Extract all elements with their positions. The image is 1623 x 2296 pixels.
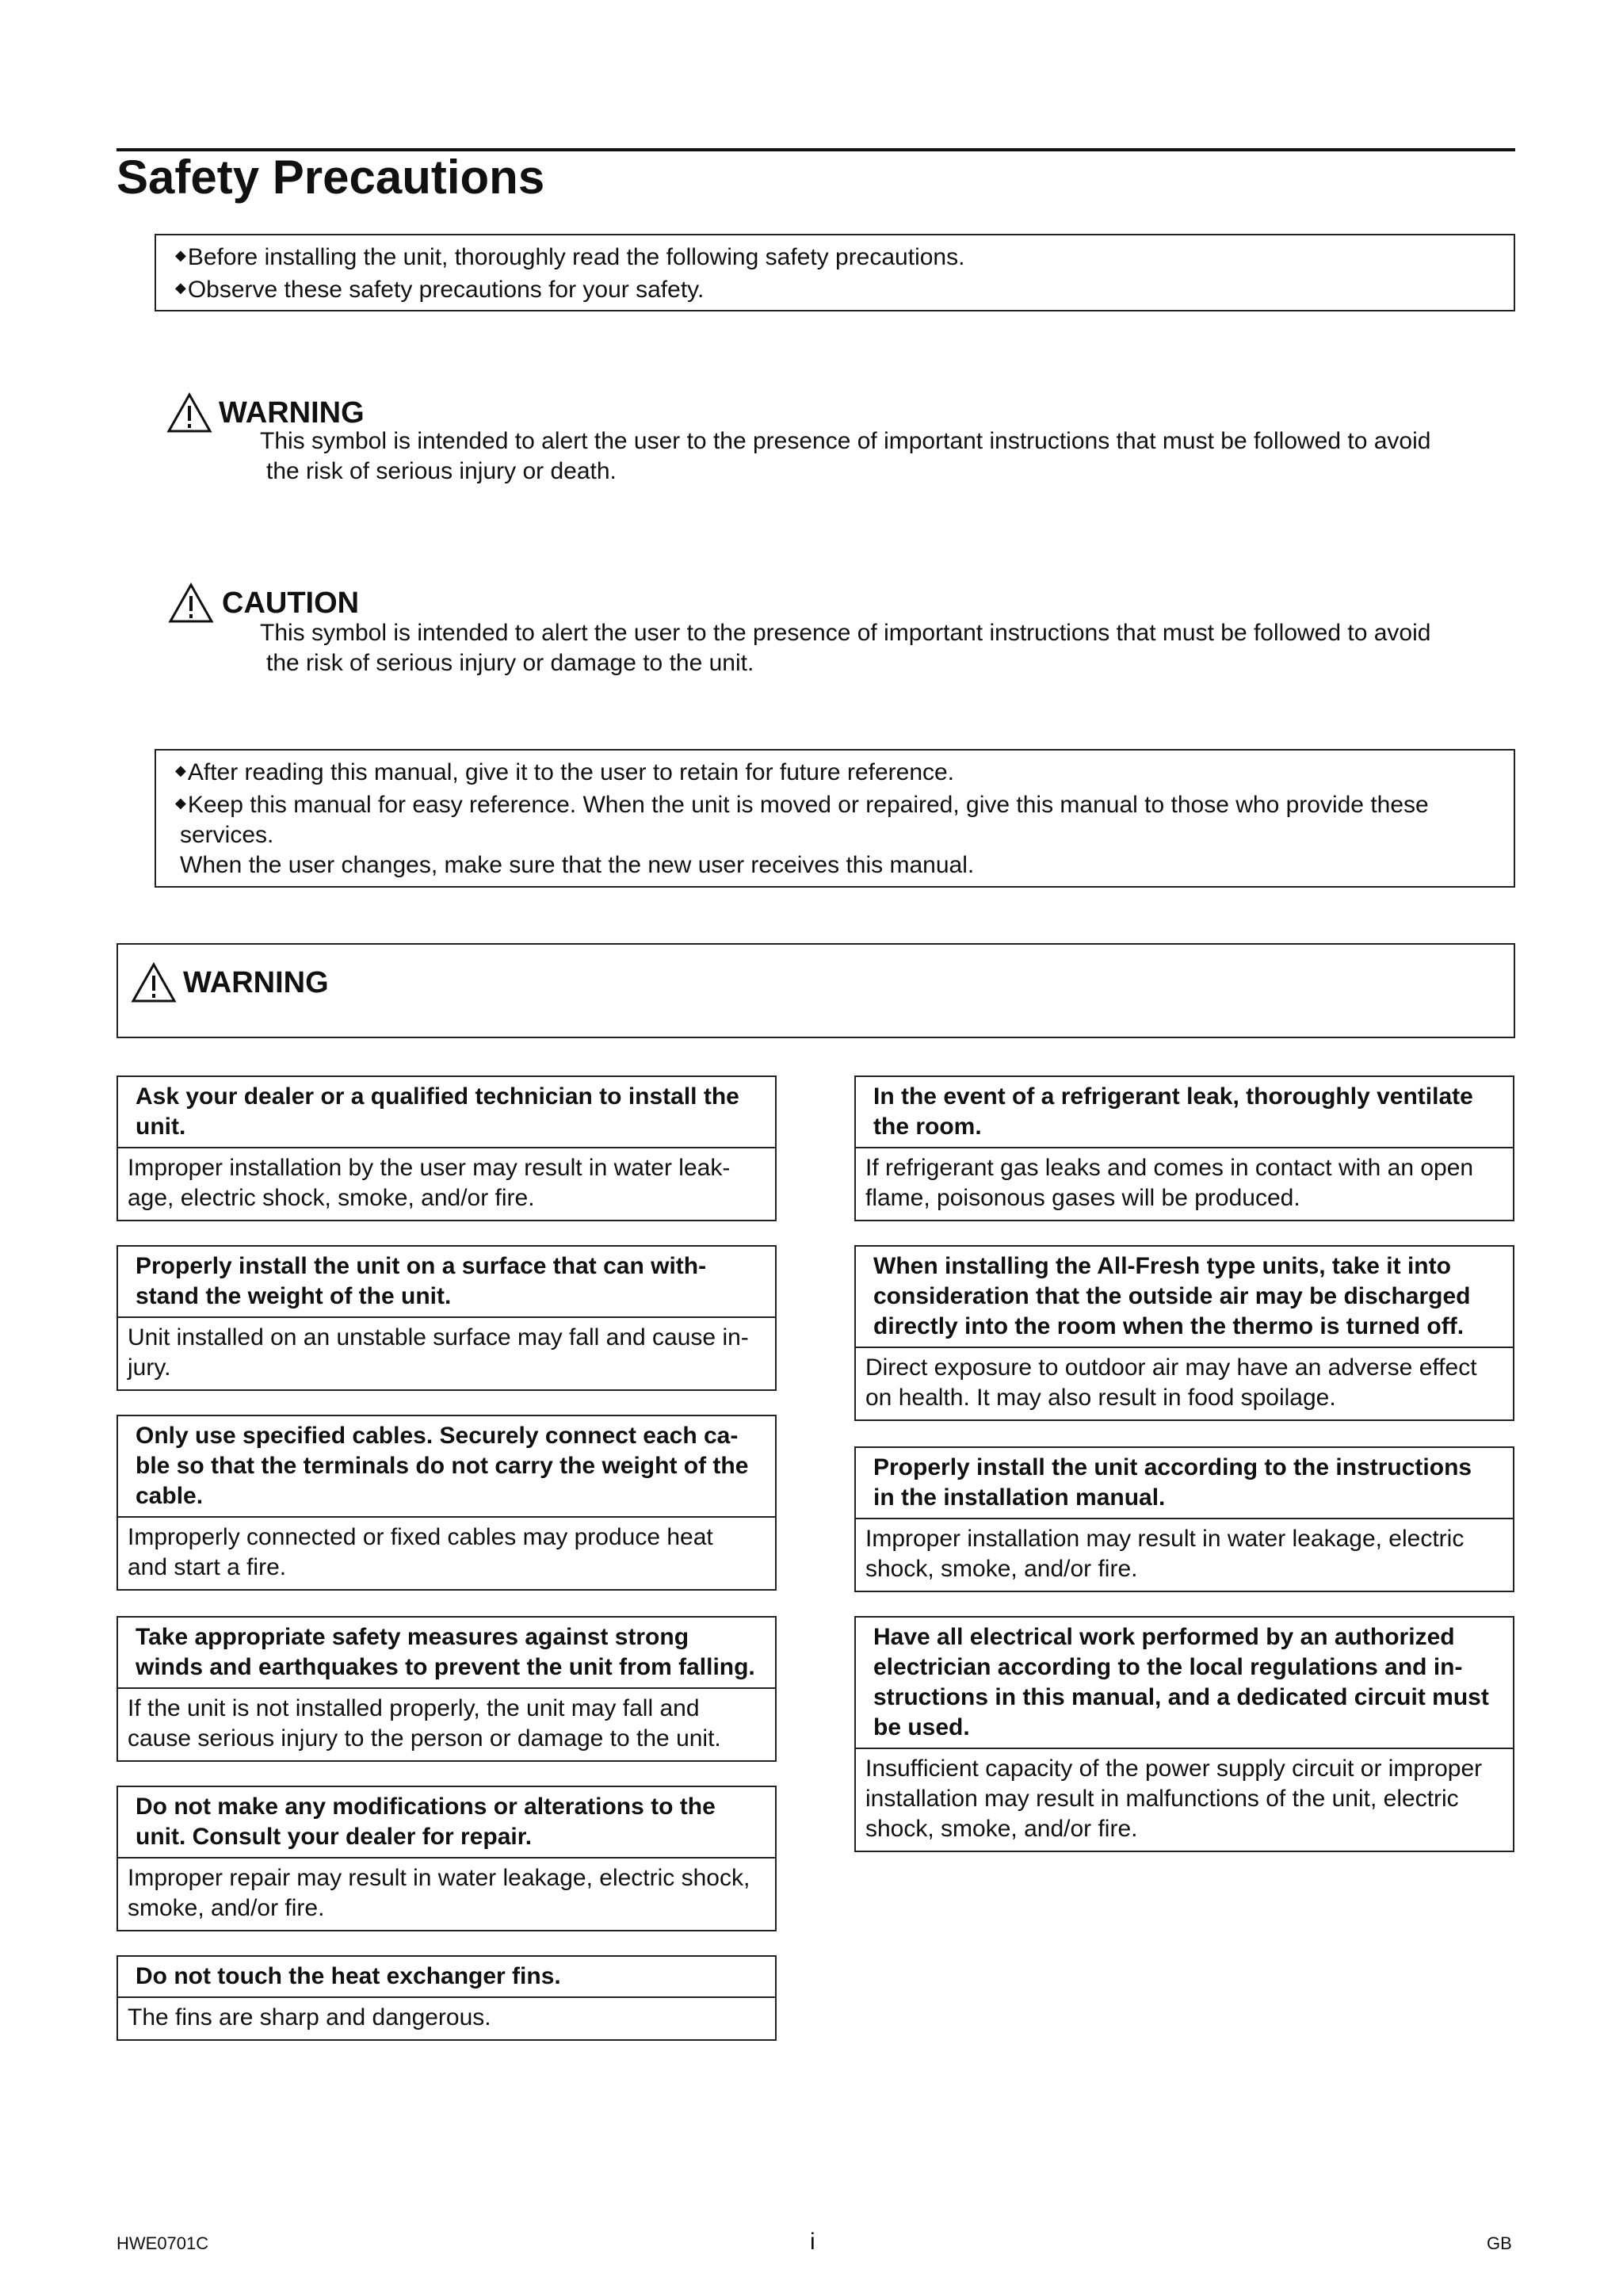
item-heading: Properly install the unit on a surface that can with- stand the weight of the unit. — [118, 1247, 775, 1318]
warning-item — [116, 1616, 777, 1762]
item-body: Direct exposure to outdoor air may have an adverse effect on health. It may also result in food spoilage. — [865, 1354, 1477, 1411]
warning-item — [116, 1786, 777, 1931]
item-heading: Have all electrical work performed by an authorized electrician according to the local regulations and in- structions in this manual, and a dedicated circuit must be used. — [856, 1618, 1513, 1749]
item-body: If refrigerant gas leaks and comes in contact with an open flame, poisonous gases will be produced. — [865, 1155, 1474, 1211]
warning-item — [116, 1955, 777, 2041]
warning-item — [116, 1415, 777, 1591]
warning-item — [854, 1446, 1514, 1592]
item-heading: Take appropriate safety measures against strong winds and earthquakes to prevent the unit from falling. — [118, 1618, 775, 1689]
caution-triangle-icon — [166, 583, 216, 624]
reference-box: ◆After reading this manual, give it to the user to retain for future reference. ◆Keep this manual for easy reference. When the unit is moved or repaired, give this manual to those who provide these services. When the user changes, make sure that the new user receives this manual. — [155, 749, 1515, 888]
item-heading: Properly install the unit according to the instructions in the installation manual. — [856, 1448, 1513, 1519]
warning-box-label: WARNING — [183, 966, 329, 999]
item-body: Insufficient capacity of the power supply circuit or improper installation may result in malfunctions of the unit, electric shock, smoke, and/or fire. — [865, 1755, 1483, 1842]
item-body: Improper repair may result in water leakage, electric shock, smoke, and/or fire. — [128, 1865, 750, 1921]
warning-label: WARNING — [219, 396, 365, 430]
warning-symbol-description: This symbol is intended to alert the user to the presence of important instructions that must be followed to avoid the risk of serious injury or death. — [260, 428, 1431, 484]
intro-line: ◆Observe these safety precautions for your safety. — [175, 277, 705, 303]
item-body: Improperly connected or fixed cables may produce heat and start a fire. — [128, 1524, 713, 1580]
item-body: The fins are sharp and dangerous. — [128, 2004, 491, 2030]
item-heading: In the event of a refrigerant leak, thoroughly ventilate the room. — [856, 1077, 1513, 1148]
item-heading: Do not touch the heat exchanger fins. — [118, 1957, 775, 1998]
item-body: Improper installation may result in water leakage, electric shock, smoke, and/or fire. — [865, 1526, 1465, 1582]
diamond-bullet-icon: ◆ — [175, 280, 186, 296]
warning-item — [854, 1245, 1514, 1421]
caution-symbol-description: This symbol is intended to alert the user to the presence of important instructions that must be followed to avoid the risk of serious injury or damage to the unit. — [260, 620, 1431, 676]
intro-box — [155, 234, 1515, 311]
item-heading: Ask your dealer or a qualified technician to install the unit. — [118, 1077, 775, 1148]
item-heading: Only use specified cables. Securely connect each ca- ble so that the terminals do not carry the weight of the cable. — [118, 1416, 775, 1518]
document-code: HWE0701C — [116, 2233, 209, 2253]
page-number: i — [810, 2229, 815, 2255]
item-heading: When installing the All-Fresh type units, take it into consideration that the outside air may be discharged directly into the room when the thermo is turned off. — [856, 1247, 1513, 1348]
item-heading: Do not make any modifications or alterations to the unit. Consult your dealer for repair. — [118, 1787, 775, 1859]
warning-item — [116, 1245, 777, 1391]
language-code: GB — [1487, 2233, 1512, 2253]
warning-item — [854, 1616, 1514, 1852]
diamond-bullet-icon: ◆ — [175, 795, 186, 811]
warning-item — [854, 1075, 1514, 1221]
item-body: If the unit is not installed properly, the unit may fall and cause serious injury to the person or damage to the unit. — [128, 1695, 721, 1752]
warning-triangle-icon — [166, 392, 212, 434]
warning-item — [116, 1075, 777, 1221]
diamond-bullet-icon: ◆ — [175, 247, 186, 263]
intro-line: ◆Before installing the unit, thoroughly read the following safety precautions. — [175, 244, 965, 270]
caution-label: CAUTION — [222, 586, 360, 620]
warning-section-box — [116, 943, 1515, 1038]
item-body: Improper installation by the user may result in water leak- age, electric shock, smoke, and/or fire. — [128, 1155, 731, 1211]
diamond-bullet-icon: ◆ — [175, 762, 186, 778]
item-body: Unit installed on an unstable surface may fall and cause in- jury. — [128, 1324, 749, 1381]
warning-triangle-icon — [131, 962, 177, 1003]
page-title: Safety Precautions — [116, 151, 545, 204]
